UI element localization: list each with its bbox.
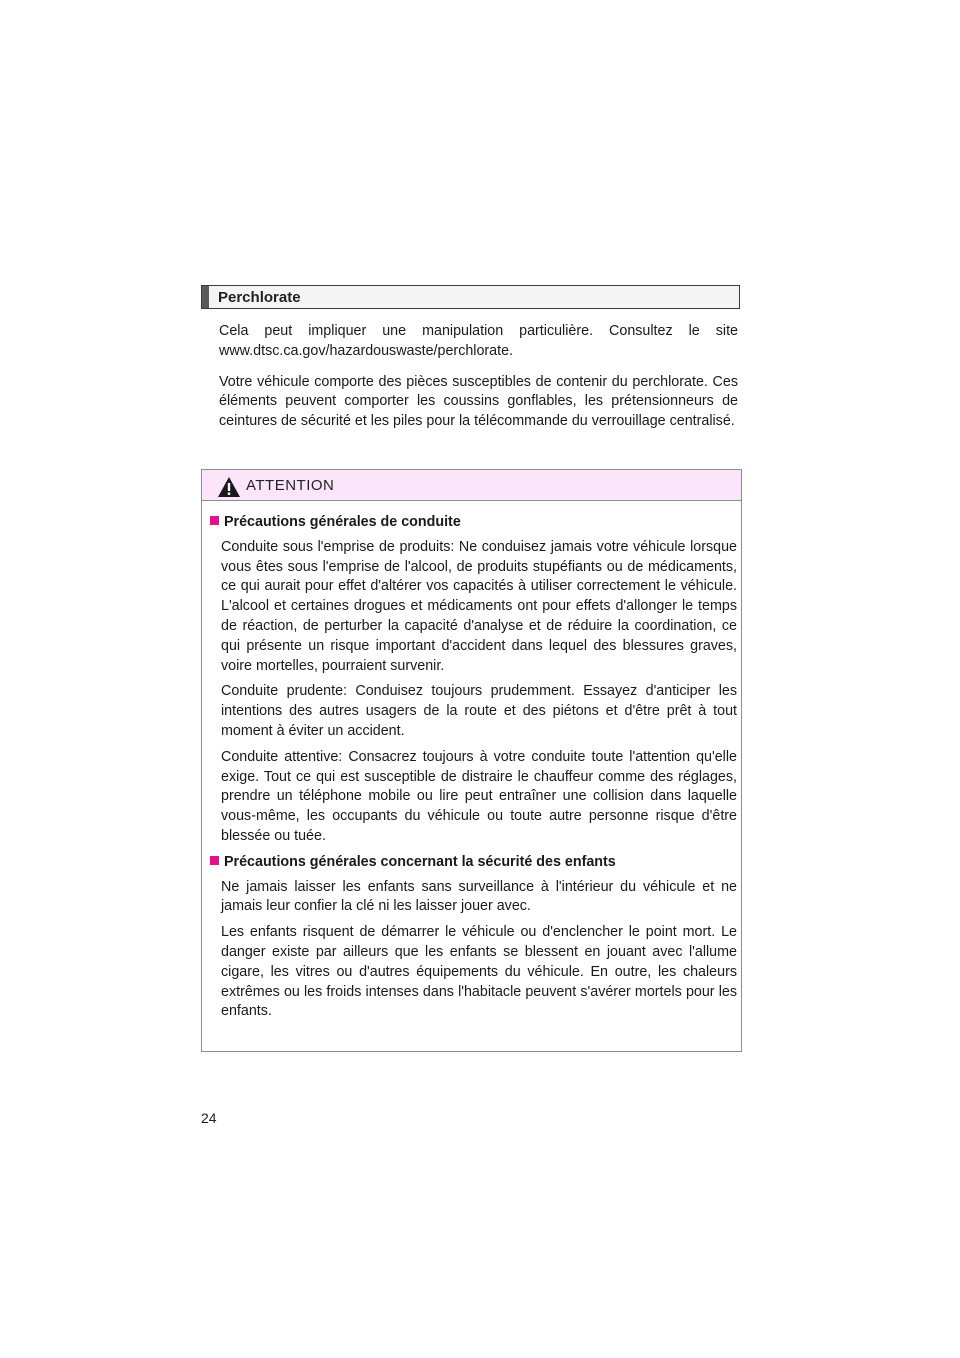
intro-paragraph: Cela peut impliquer une manipulation particulière. Consultez le site www.dtsc.ca.gov/hazardouswaste/perchlorate.	[219, 323, 738, 359]
warning-triangle-icon	[217, 476, 241, 498]
caution-paragraph: Conduite sous l'emprise de produits: Ne conduisez jamais votre véhicule lorsque vous êtes sous l'emprise de l'alcool, de produits stupéfiants ou de médicaments, ce qui aurait pour effet d'altérer vos capacités à utiliser correctement le véhicule. L'alcool et certaines drogues et médicaments ont pour effets d'allonger le temps de réaction, de perturber la capacité d'analyse et de réduire la coordination, ce qui présente un risque important d'accident dans lequel des blessures graves, voire mortelles, pourraient survenir.	[221, 538, 737, 674]
square-bullet-icon	[210, 516, 219, 525]
section-header-bar	[202, 286, 209, 308]
caution-box	[201, 469, 742, 1052]
section-title: Perchlorate	[218, 289, 301, 306]
intro-paragraph: Votre véhicule comporte des pièces susceptibles de contenir du perchlorate. Ces éléments peuvent comporter les coussins gonflables, les prétensionneurs de ceintures de sécurité et les piles pour la télécommande du verrouillage centralisé.	[219, 373, 738, 430]
caution-paragraph: Les enfants risquent de démarrer le véhicule ou d'enclencher le point mort. Le danger existe par ailleurs que les enfants se blessent en jouant avec l'allume cigare, les vitres ou d'autres équipements du véhicule. En outre, les chaleurs extrêmes ou les froids intenses dans l'habitacle peuvent s'avérer mortels pour les enfants.	[221, 924, 737, 1020]
caution-label: ATTENTION	[246, 477, 335, 494]
square-bullet-icon	[210, 856, 219, 865]
caution-subheading	[210, 853, 741, 873]
caution-paragraph: Ne jamais laisser les enfants sans surveillance à l'intérieur du véhicule et ne jamais leur confier la clé ni les laisser jouer avec.	[221, 878, 737, 915]
caution-paragraph: Conduite attentive: Consacrez toujours à votre conduite toute l'attention qu'elle exige. Tout ce qui est susceptible de distraire le chauffeur comme des réglages, prendre un téléphone mobile ou lire peut entraîner une collision dans laquelle vous-même, les occupants du véhicule ou toute autre personne risque d'être blessée ou tuée.	[221, 748, 737, 844]
caution-paragraph: Conduite prudente: Conduisez toujours prudemment. Essayez d'anticiper les intentions des autres usagers de la route et des piétons et d'être prêt à tout moment à éviter un accident.	[221, 683, 737, 739]
caution-body	[202, 513, 741, 1028]
page-number: 24	[201, 1110, 217, 1126]
caution-subheading	[210, 513, 741, 533]
caution-header	[202, 470, 741, 501]
caution-subheading-text: Précautions générales de conduite	[224, 514, 461, 530]
intro-text	[219, 322, 738, 443]
caution-subheading-text: Précautions générales concernant la sécurité des enfants	[224, 853, 616, 870]
section-header	[201, 285, 740, 309]
